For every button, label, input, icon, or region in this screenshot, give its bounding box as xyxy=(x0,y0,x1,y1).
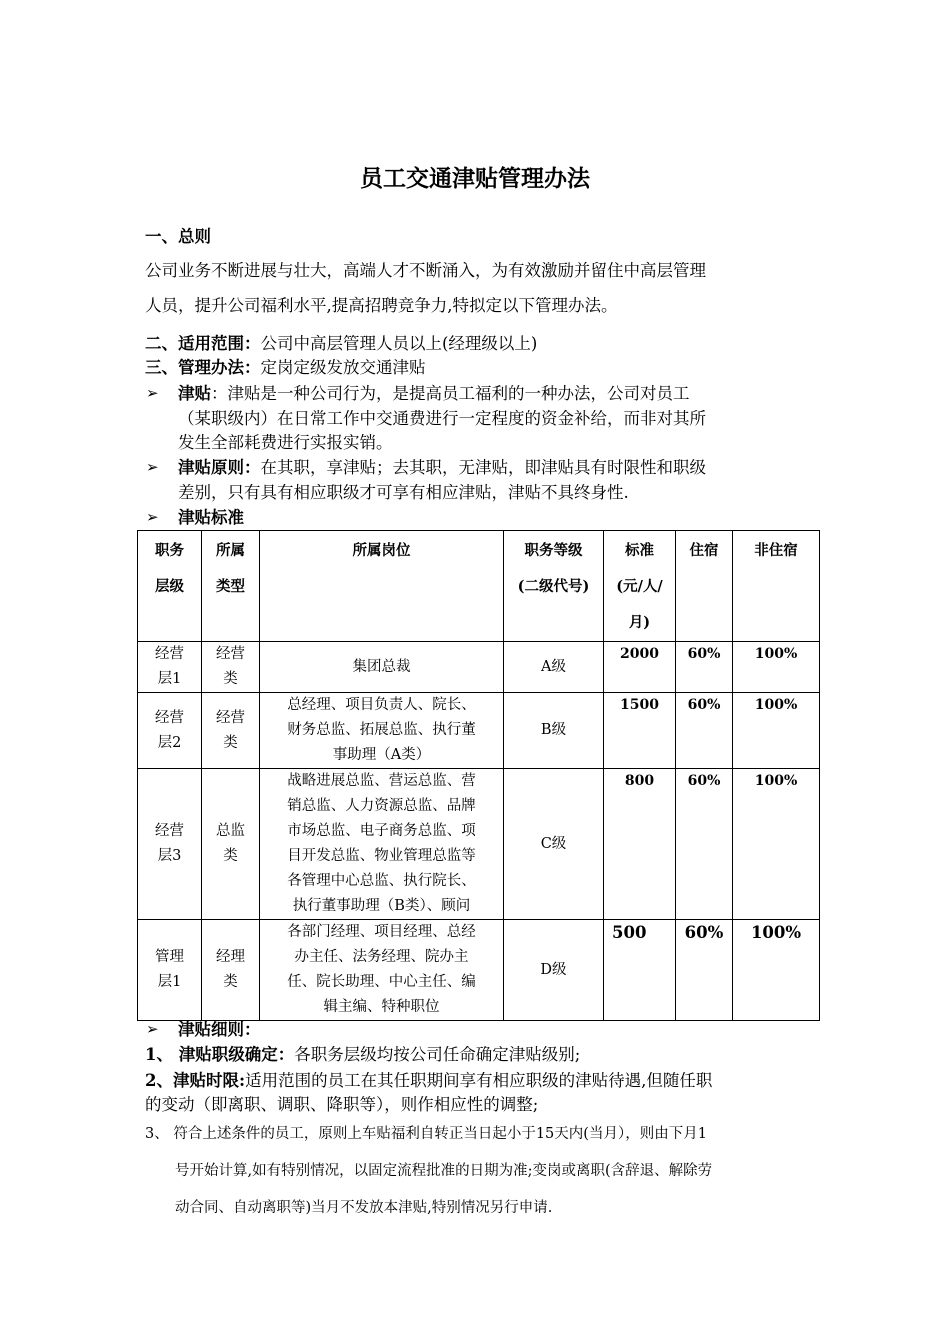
table-header-row xyxy=(138,531,820,642)
bullet1-text1: ：津贴是一种公司行为，是提高员工福利的一种办法，公司对员工 xyxy=(211,384,690,403)
cell-level: 管理 层1 xyxy=(138,920,202,1021)
cell-lodging: 60% xyxy=(676,920,733,1021)
cell-level: 经营 层1 xyxy=(138,642,202,693)
bullet-arrow-icon: ➢ xyxy=(146,384,159,402)
cell-lodging: 60% xyxy=(676,642,733,693)
section1-heading: 一、总则 xyxy=(145,227,211,246)
header-grade: 职务等级 (二级代号) xyxy=(504,531,604,642)
bullet-arrow-icon: ➢ xyxy=(146,458,159,476)
bullet2-text1: 在其职，享津贴；去其职，无津贴，即津贴具有时限性和职级 xyxy=(260,458,706,477)
bullet-arrow-icon: ➢ xyxy=(146,1020,159,1038)
section2-text: 公司中高层管理人员以上(经理级以上) xyxy=(260,334,538,353)
bullet1-line3: 发生全部耗费进行实报实销。 xyxy=(178,433,393,452)
header-lodging: 住宿 xyxy=(676,531,733,642)
cell-grade: A级 xyxy=(504,642,604,693)
section3-text: 定岗定级发放交通津贴 xyxy=(260,358,426,377)
section1-para-line2: 人员，提升公司福利水平,提高招聘竞争力,特拟定以下管理办法。 xyxy=(145,296,618,315)
bullet2-line2: 差别，只有具有相应职级才可享有相应津贴，津贴不具终身性. xyxy=(178,483,629,502)
bullet2-label: 津贴原则： xyxy=(178,458,261,477)
cell-level: 经营 层2 xyxy=(138,693,202,769)
header-nonlodging: 非住宿 xyxy=(733,531,820,642)
cell-standard: 500 xyxy=(604,920,676,1021)
table-row xyxy=(138,642,820,693)
cell-type: 经营 类 xyxy=(202,642,260,693)
rule3-line2: 号开始计算,如有特别情况，以固定流程批准的日期为准;变岗或离职(含辞退、解除劳 xyxy=(175,1163,713,1179)
cell-position: 总经理、项目负责人、院长、 财务总监、拓展总监、执行董 事助理（A类） xyxy=(260,693,504,769)
cell-type: 经理 类 xyxy=(202,920,260,1021)
rule3-line1: 3、 符合上述条件的员工，原则上车贴福利自转正当日起小于15天内(当月），则由下月1 xyxy=(145,1126,707,1142)
bullet-arrow-icon: ➢ xyxy=(146,508,159,526)
section2-line xyxy=(145,334,810,354)
cell-nonlodging: 100% xyxy=(733,769,820,920)
section3-label: 三、管理办法： xyxy=(145,358,261,377)
header-standard: 标准 (元/人/ 月) xyxy=(604,531,676,642)
section3-line xyxy=(145,358,810,378)
cell-level: 经营 层3 xyxy=(138,769,202,920)
rule2-line1 xyxy=(145,1071,810,1091)
cell-grade: C级 xyxy=(504,769,604,920)
bullet3-label: 津贴标准 xyxy=(178,508,244,527)
rule3-line3: 动合同、自动离职等)当月不发放本津贴,特别情况另行申请. xyxy=(175,1200,553,1216)
cell-nonlodging: 100% xyxy=(733,642,820,693)
document-title: 员工交通津贴管理办法 xyxy=(360,165,590,192)
cell-lodging: 60% xyxy=(676,693,733,769)
rule1-text: 各职务层级均按公司任命确定津贴级别; xyxy=(294,1045,581,1064)
cell-grade: B级 xyxy=(504,693,604,769)
table-row xyxy=(138,920,820,1021)
section2-label: 二、适用范围： xyxy=(145,334,261,353)
rule2-label: 2、津贴时限: xyxy=(145,1071,246,1090)
section1-para-line1: 公司业务不断进展与壮大，高端人才不断涌入，为有效激励并留住中高层管理 xyxy=(145,261,706,280)
cell-type: 经营 类 xyxy=(202,693,260,769)
cell-type: 总监 类 xyxy=(202,769,260,920)
allowance-table xyxy=(137,530,820,1021)
cell-nonlodging: 100% xyxy=(733,920,820,1021)
cell-lodging: 60% xyxy=(676,769,733,920)
rule2-line2: 的变动（即离职、调职、降职等），则作相应性的调整; xyxy=(145,1095,539,1114)
header-type: 所属 类型 xyxy=(202,531,260,642)
header-level: 职务 层级 xyxy=(138,531,202,642)
cell-position: 各部门经理、项目经理、总经 办主任、法务经理、院办主 任、院长助理、中心主任、编 辑主编、特种职位 xyxy=(260,920,504,1021)
cell-standard: 800 xyxy=(604,769,676,920)
cell-position: 战略进展总监、营运总监、营 销总监、人力资源总监、品牌 市场总监、电子商务总监、项 目开发总监、物业管理总监等 各管理中心总监、执行院长、 执行董事助理（B类）、顾问 xyxy=(260,769,504,920)
cell-standard: 1500 xyxy=(604,693,676,769)
table-row xyxy=(138,693,820,769)
bullet1-label: 津贴 xyxy=(178,384,211,403)
bullet1-line2: （某职级内）在日常工作中交通费进行一定程度的资金补给，而非对其所 xyxy=(178,409,706,428)
cell-position: 集团总裁 xyxy=(260,642,504,693)
cell-standard: 2000 xyxy=(604,642,676,693)
cell-nonlodging: 100% xyxy=(733,693,820,769)
rule1-line xyxy=(145,1045,810,1065)
rule2-text1: 适用范围的员工在其任职期间享有相应职级的津贴待遇,但随任职 xyxy=(245,1071,713,1090)
table-row xyxy=(138,769,820,920)
bullet2-line1 xyxy=(178,458,810,478)
bullet4-label: 津贴细则： xyxy=(178,1020,261,1039)
header-position: 所属岗位 xyxy=(260,531,504,642)
rule1-label: 1、 津贴职级确定： xyxy=(145,1045,295,1064)
cell-grade: D级 xyxy=(504,920,604,1021)
bullet1-line1 xyxy=(178,384,810,404)
